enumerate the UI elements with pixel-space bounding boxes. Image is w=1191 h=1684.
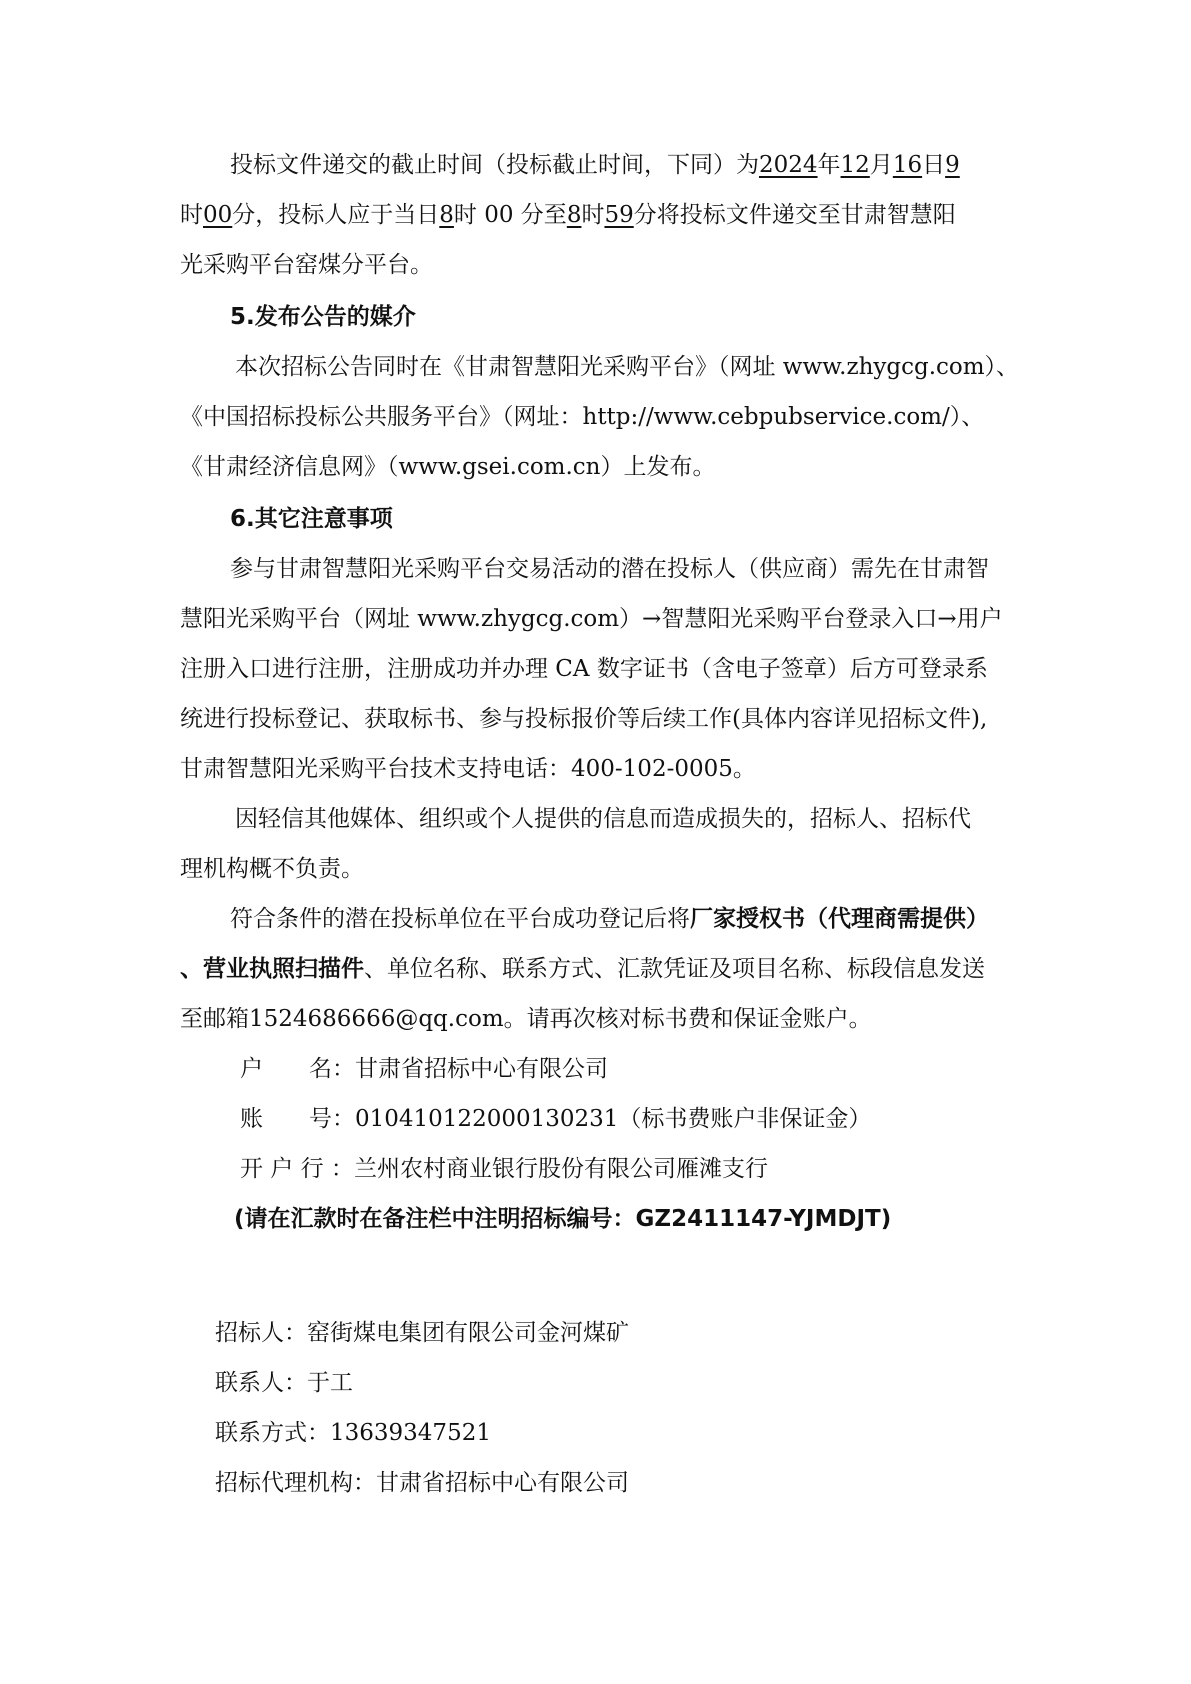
year-unit: 年 bbox=[817, 152, 841, 178]
account-bank-label: 开 户 行 ： bbox=[240, 1156, 354, 1182]
deadline-year: 2024 bbox=[759, 152, 818, 178]
deadline-day: 16 bbox=[892, 152, 923, 178]
section-6-p3-line-2 bbox=[180, 954, 985, 984]
section-6-heading: 6.其它注意事项 bbox=[230, 506, 393, 532]
account-number-row bbox=[240, 1104, 871, 1134]
remittance-note: (请在汇款时在备注栏中注明招标编号：GZ2411147-YJMDJT) bbox=[234, 1206, 892, 1232]
account-name-label: 户 bbox=[240, 1056, 263, 1082]
end-hour: 8 bbox=[566, 202, 582, 228]
start-hour: 8 bbox=[439, 202, 454, 228]
month-unit: 月 bbox=[869, 152, 893, 178]
tender-agency: 招标代理机构：甘肃省招标中心有限公司 bbox=[215, 1470, 629, 1496]
account-number-label-2: 号： bbox=[309, 1106, 355, 1132]
section-5-line-2: 《中国招标投标公共服务平台》（网址：http://www.cebpubservice.com/）、 bbox=[180, 404, 985, 430]
section-6-p2-line-1: 因轻信其他媒体、组织或个人提供的信息而造成损失的，招标人、招标代 bbox=[235, 806, 971, 832]
deadline-month: 12 bbox=[840, 152, 870, 178]
account-name-value: 甘肃省招标中心有限公司 bbox=[355, 1056, 608, 1082]
section-6-p3-line-3: 至邮箱1524686666@qq.com。请再次核对标书费和保证金账户。 bbox=[180, 1006, 872, 1032]
section-6-p1-line-3: 注册入口进行注册，注册成功并办理 CA 数字证书（含电子签章）后方可登录系 bbox=[180, 656, 988, 682]
account-name-row bbox=[240, 1054, 608, 1084]
deadline-line-1 bbox=[230, 150, 960, 180]
contact-person: 联系人：于工 bbox=[215, 1370, 353, 1396]
account-number-label: 账 bbox=[240, 1106, 263, 1132]
deadline-text: 投标文件递交的截止时间（投标截止时间，下同）为 bbox=[230, 152, 759, 178]
end-minute: 59 bbox=[604, 202, 634, 228]
deadline-text-2: 分，投标人应于当日 bbox=[232, 202, 440, 228]
contact-phone: 联系方式：13639347521 bbox=[215, 1420, 491, 1446]
deadline-line-3: 光采购平台窑煤分平台。 bbox=[180, 252, 433, 278]
section-6-p1-line-5: 甘肃智慧阳光采购平台技术支持电话：400-102-0005。 bbox=[180, 756, 756, 782]
section-6-p1-line-1: 参与甘肃智慧阳光采购平台交易活动的潜在投标人（供应商）需先在甘肃智 bbox=[230, 556, 989, 582]
account-name-label-2: 名： bbox=[309, 1056, 355, 1082]
section-6-p3-line-1 bbox=[230, 904, 989, 934]
section-6-p1-line-4: 统进行投标登记、获取标书、参与投标报价等后续工作(具体内容详见招标文件), bbox=[180, 706, 988, 732]
day-unit: 日 bbox=[922, 152, 946, 178]
deadline-text-4: 时 bbox=[581, 202, 605, 228]
deadline-minute: 00 bbox=[203, 202, 233, 228]
section-5-line-3: 《甘肃经济信息网》（www.gsei.com.cn）上发布。 bbox=[180, 454, 716, 480]
section-5-heading: 5.发布公告的媒介 bbox=[230, 304, 416, 330]
deadline-line-2 bbox=[180, 200, 956, 230]
account-bank-row bbox=[240, 1154, 768, 1184]
deadline-text-3: 时 00 分至 bbox=[453, 202, 567, 228]
deadline-text-5: 分将投标文件递交至甘肃智慧阳 bbox=[633, 202, 956, 228]
p3-bold-authorization: 厂家授权书（代理商需提供） bbox=[690, 906, 989, 932]
p3-text-2: 、单位名称、联系方式、汇款凭证及项目名称、标段信息发送 bbox=[364, 956, 985, 982]
section-5-line-1: 本次招标公告同时在《甘肃智慧阳光采购平台》（网址 www.zhygcg.com）、 bbox=[235, 354, 1020, 380]
account-bank-value: 兰州农村商业银行股份有限公司雁滩支行 bbox=[353, 1156, 768, 1182]
hour-unit: 时 bbox=[180, 202, 203, 228]
deadline-hour: 9 bbox=[945, 152, 960, 178]
p3-text: 符合条件的潜在投标单位在平台成功登记后将 bbox=[230, 906, 690, 932]
p3-bold-license: 、营业执照扫描件 bbox=[180, 956, 364, 982]
section-6-p1-line-2: 慧阳光采购平台（网址 www.zhygcg.com）→智慧阳光采购平台登录入口→用户 bbox=[180, 606, 1003, 632]
tenderer: 招标人：窑街煤电集团有限公司金河煤矿 bbox=[215, 1320, 629, 1346]
account-number-value: 010410122000130231（标书费账户非保证金） bbox=[355, 1106, 872, 1132]
section-6-p2-line-2: 理机构概不负责。 bbox=[180, 856, 364, 882]
